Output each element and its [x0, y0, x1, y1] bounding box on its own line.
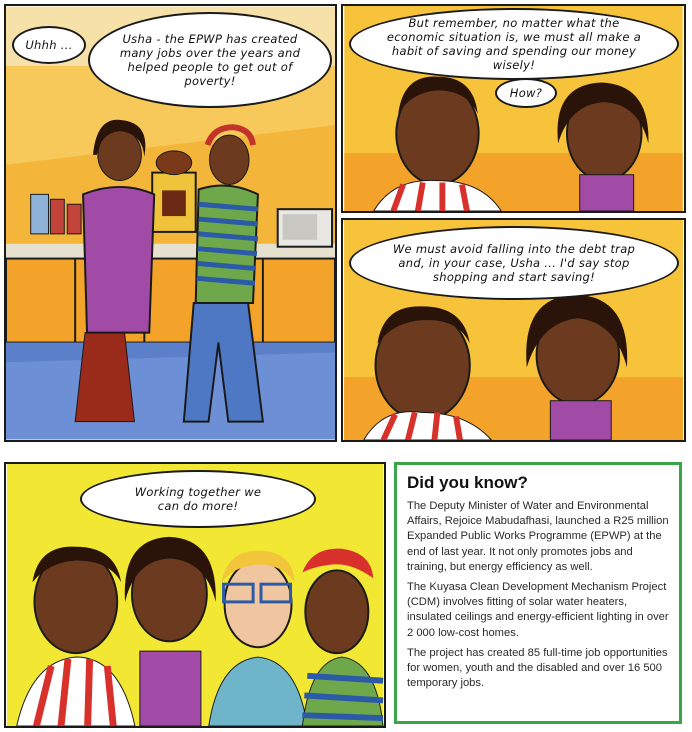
speech-text: We must avoid falling into the debt trap and, in your case, Usha ... I'd say stop shopping and start saving! [392, 242, 636, 284]
panel-kitchen [4, 4, 337, 442]
panel-debt [341, 218, 686, 442]
did-you-know-box [394, 462, 682, 724]
panel-remember [341, 4, 686, 213]
did-you-know-paragraph: The Deputy Minister of Water and Environmental Affairs, Rejoice Mabudafhasi, launched a R25 million Expanded Public Works Programme (EPWP) at the end of last year. It not only promotes jobs and training, but energy efficiency as well. [407, 500, 669, 573]
panel-together [4, 462, 386, 728]
speech-text: Usha - the EPWP has created many jobs over the years and helped people to get out of poverty! [119, 32, 301, 88]
speech-bubble-together [80, 470, 316, 528]
did-you-know-paragraph: The Kuyasa Clean Development Mechanism Project (CDM) involves fitting of solar water heaters, insulated ceilings and energy-efficient lighting in over 2 000 low-cost homes. [407, 581, 669, 639]
speech-text: Uhhh ... [25, 38, 73, 52]
speech-text: But remember, no matter what the economic situation is, we must all make a habit of saving and spending our money wisely! [386, 16, 642, 72]
speech-bubble-debt-trap [349, 226, 679, 300]
did-you-know-paragraph: The project has created 85 full-time job opportunities for women, youth and the disabled and over 16 500 temporary jobs. [407, 646, 668, 690]
speech-text: How? [509, 86, 543, 100]
speech-bubble-uhhh [12, 26, 86, 64]
speech-bubble-how [495, 78, 557, 108]
speech-bubble-epwp [88, 12, 332, 108]
speech-text: Working together we can do more! [134, 485, 262, 513]
speech-bubble-remember [349, 8, 679, 80]
did-you-know-title: Did you know? [407, 473, 528, 492]
